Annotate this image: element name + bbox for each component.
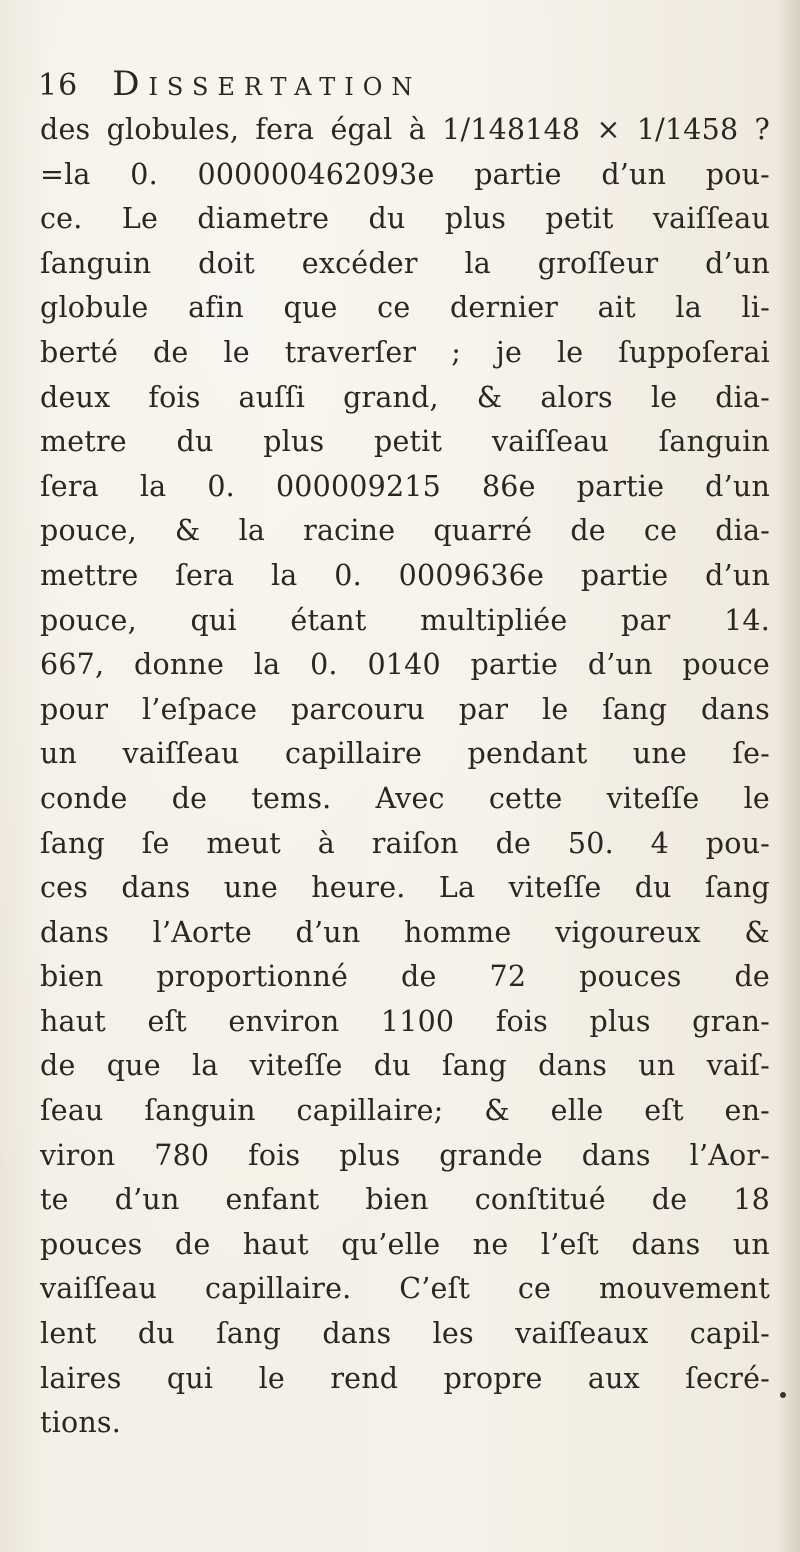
text-line: haut eſt environ 1100 fois plus gran-: [40, 1004, 770, 1038]
running-title: Dissertation: [112, 64, 422, 104]
text-line: conde de tems. Avec cette viteſſe le: [40, 781, 770, 815]
text-line: globule afin que ce dernier ait la li-: [40, 291, 770, 325]
text-line: des globules, fera égal à 1/148148 × 1/1458 ?: [40, 113, 770, 146]
text-line: de que la viteſſe du ſang dans un vaiſ-: [40, 1049, 770, 1083]
text-line: dans l’Aorte d’un homme vigoureux &: [40, 915, 770, 949]
ink-speck: [780, 1392, 786, 1398]
text-line: ce. Le diametre du plus petit vaiſſeau: [40, 202, 770, 236]
text-line: ſang ſe meut à raiſon de 50. 4 pou-: [40, 826, 770, 860]
text-line: mettre ſera la 0. 0009636e partie d’un: [40, 558, 770, 592]
text-line: te d’un enfant bien conſtitué de 18: [40, 1183, 770, 1217]
text-line: ſera la 0. 000009215 86e partie d’un: [40, 469, 770, 503]
text-line: pour l’eſpace parcouru par le ſang dans: [40, 692, 770, 726]
text-line: pouce, & la racine quarré de ce dia-: [40, 514, 770, 548]
text-line: =la 0. 000000462093e partie d’un pou-: [40, 157, 770, 191]
text-line: laires qui le rend propre aux ſecré-: [40, 1361, 770, 1395]
text-line: berté de le traverſer ; je le ſuppoſerai: [40, 335, 770, 369]
text-line: bien proportionné de 72 pouces de: [40, 960, 770, 994]
text-line: pouces de haut qu’elle ne l’eſt dans un: [40, 1227, 770, 1261]
page-edge-shadow: [778, 0, 800, 1552]
body-text: [40, 108, 770, 1446]
text-line: un vaiſſeau capillaire pendant une ſe-: [40, 737, 770, 771]
text-line: viron 780 fois plus grande dans l’Aor-: [40, 1138, 770, 1172]
running-head: [38, 64, 778, 108]
text-line: lent du ſang dans les vaiſſeaux capil-: [40, 1317, 770, 1351]
text-line: ſeau ſanguin capillaire; & elle eſt en-: [40, 1094, 770, 1128]
text-line: 667, donne la 0. 0140 partie d’un pouce: [40, 648, 770, 682]
text-line: deux fois auſſi grand, & alors le dia-: [40, 380, 770, 414]
text-line: tions.: [40, 1406, 121, 1440]
text-line: vaiſſeau capillaire. C’eſt ce mouvement: [40, 1272, 770, 1306]
page-number: 16: [38, 68, 79, 103]
text-line: metre du plus petit vaiſſeau ſanguin: [40, 425, 770, 459]
text-line: ces dans une heure. La viteſſe du ſang: [40, 871, 770, 905]
text-line: ſanguin doit excéder la groſſeur d’un: [40, 246, 770, 280]
text-line: pouce, qui étant multipliée par 14.: [40, 603, 770, 637]
